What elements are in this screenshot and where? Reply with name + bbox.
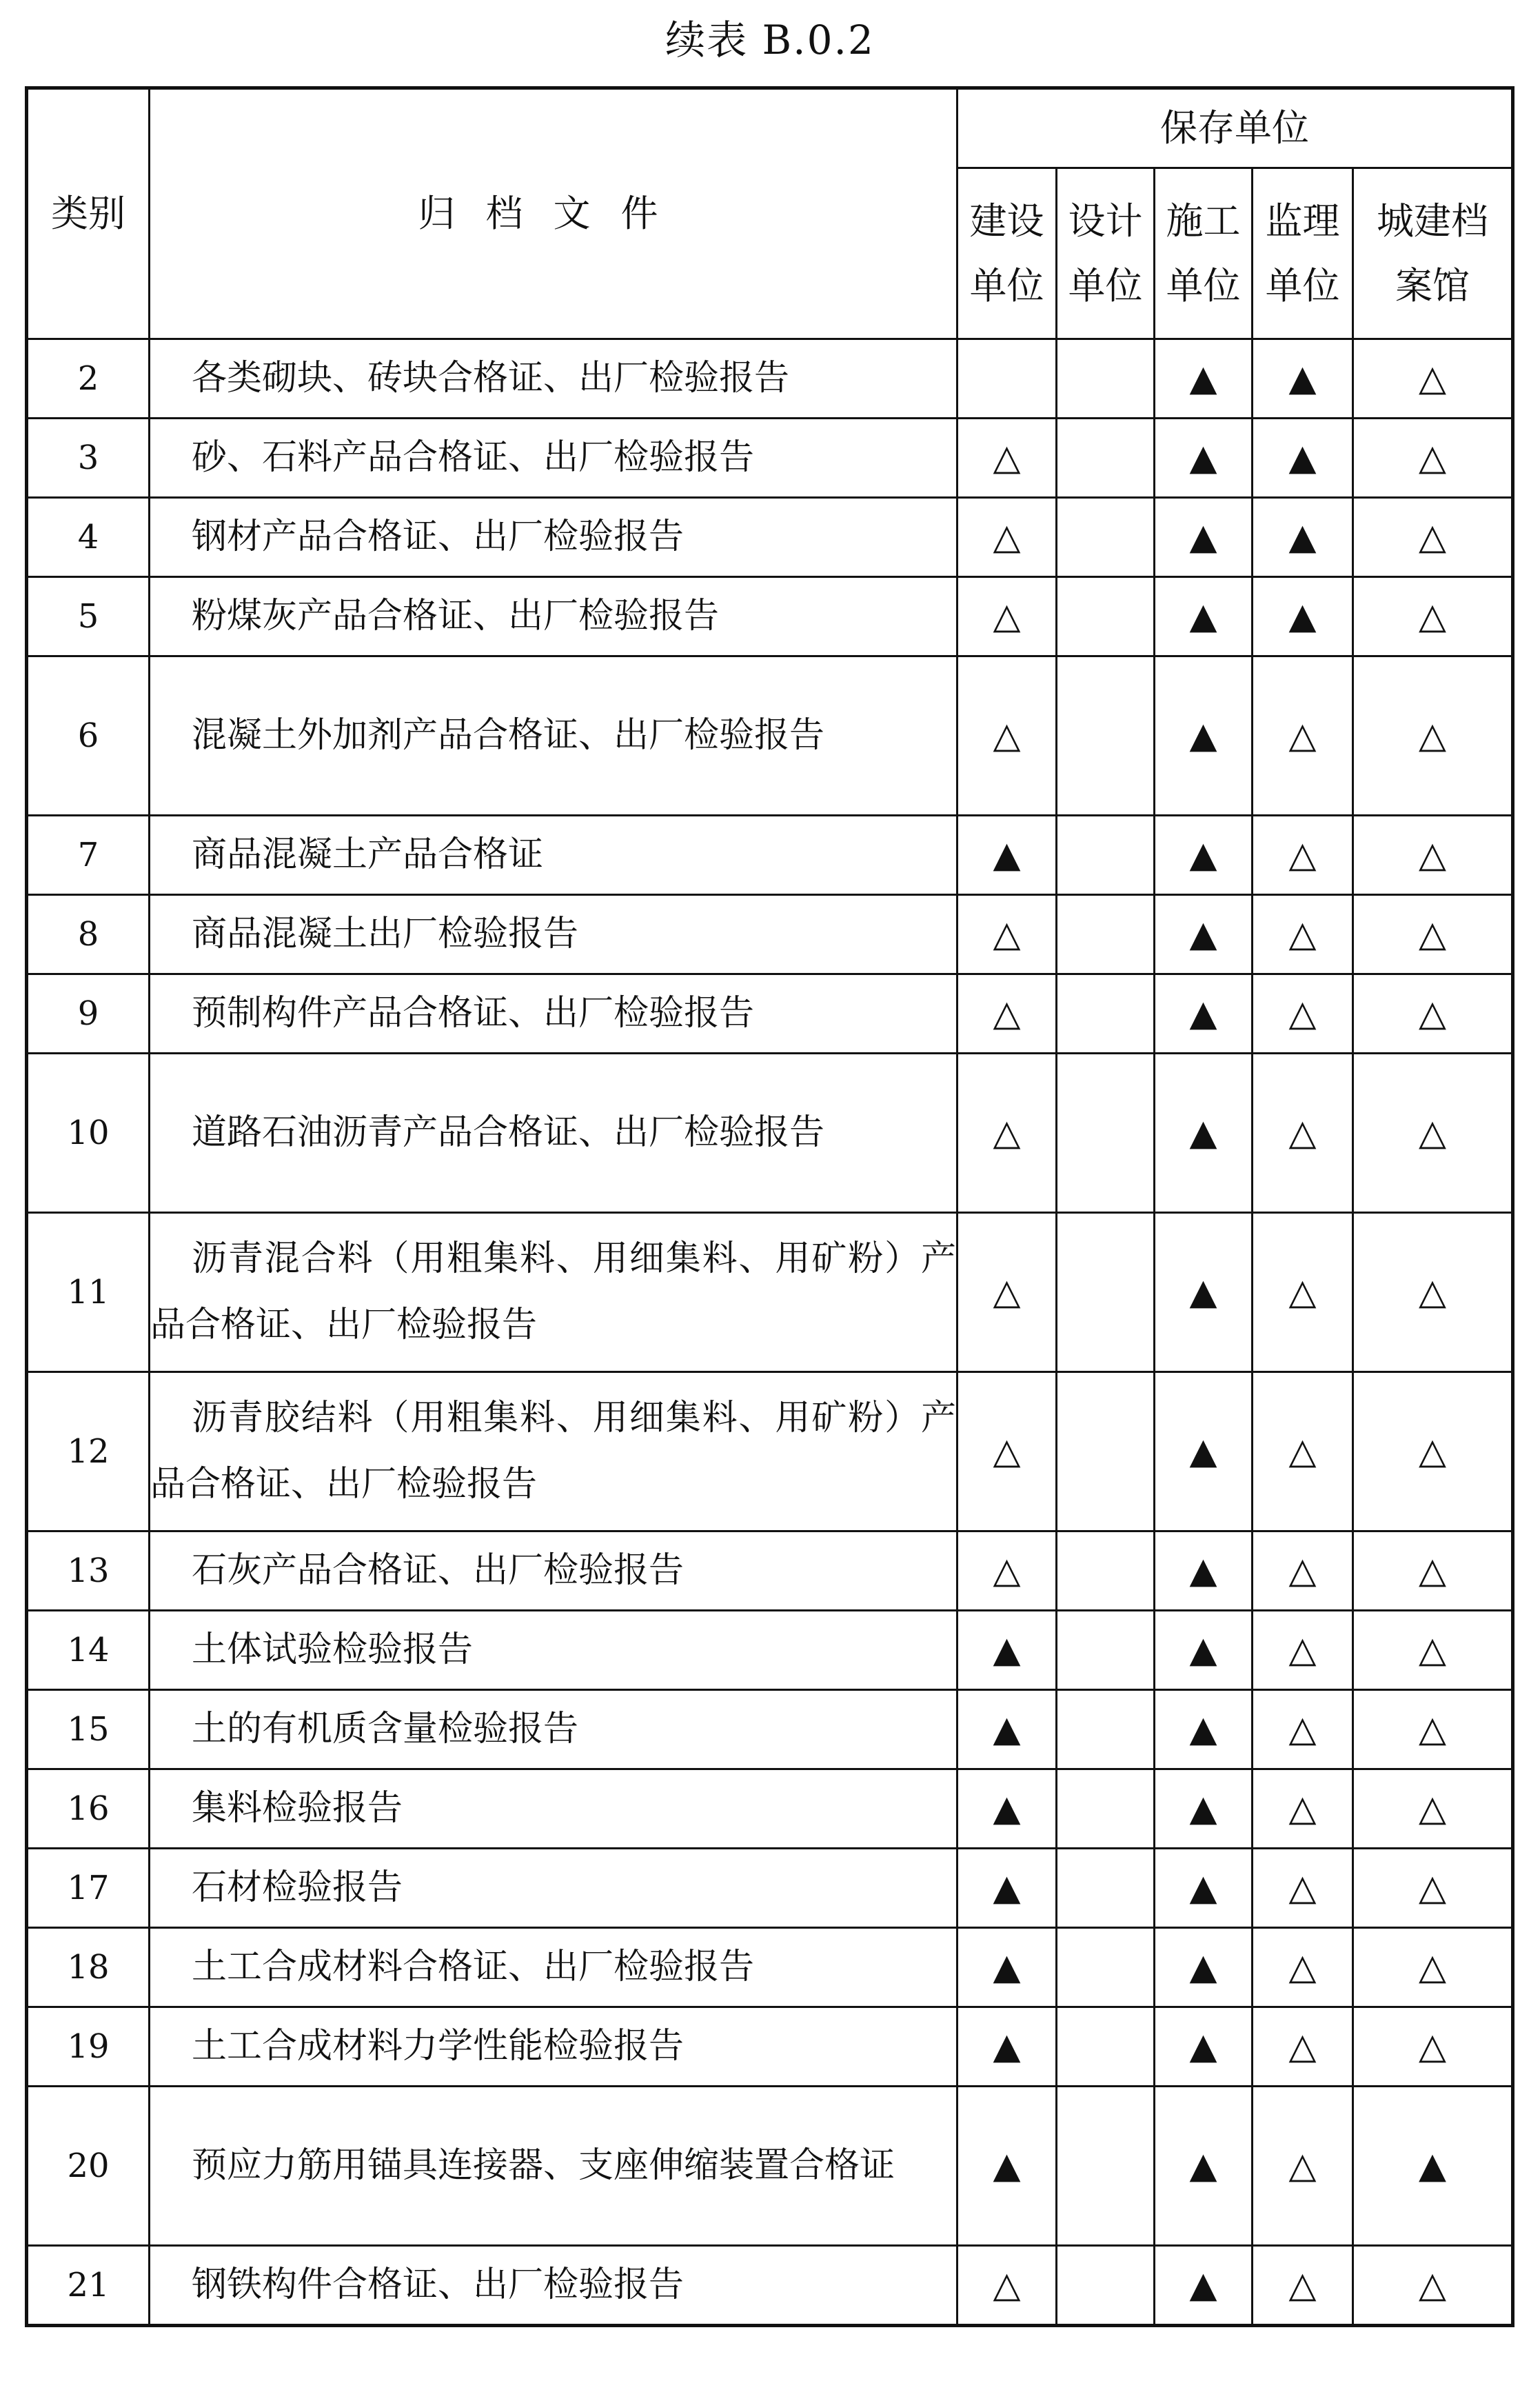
category-number: 4	[27, 498, 150, 577]
category-number: 14	[27, 1611, 150, 1690]
mark-design	[1057, 577, 1155, 656]
mark-supervisor: △	[1253, 1849, 1353, 1928]
mark-builder: ▲	[1155, 577, 1253, 656]
mark-design	[1057, 816, 1155, 895]
mark-design	[1057, 1928, 1155, 2007]
mark-design	[1057, 1213, 1155, 1372]
archive-file-cell	[150, 1769, 958, 1849]
mark-supervisor: △	[1253, 1213, 1353, 1372]
mark-archive: △	[1353, 816, 1513, 895]
category-number: 12	[27, 1372, 150, 1531]
mark-builder: ▲	[1155, 1372, 1253, 1531]
mark-archive: △	[1353, 2007, 1513, 2087]
category-header: 类别	[27, 88, 150, 339]
table-row	[27, 2007, 1513, 2087]
archive-file-cell	[150, 656, 958, 816]
archive-file-name: 土的有机质含量检验报告	[192, 1709, 579, 1749]
mark-design	[1057, 339, 1155, 419]
table-row	[27, 974, 1513, 1054]
mark-construction: ▲	[958, 1611, 1057, 1690]
archive-file-name: 土工合成材料力学性能检验报告	[192, 2026, 685, 2067]
archive-file-cell	[150, 1849, 958, 1928]
category-number: 17	[27, 1849, 150, 1928]
mark-design	[1057, 1611, 1155, 1690]
mark-archive: △	[1353, 2246, 1513, 2326]
mark-supervisor: ▲	[1253, 577, 1353, 656]
unit-header-archive	[1353, 168, 1513, 339]
mark-supervisor: ▲	[1253, 419, 1353, 498]
mark-supervisor: ▲	[1253, 498, 1353, 577]
mark-construction: △	[958, 498, 1057, 577]
archive-file-name: 商品混凝土产品合格证	[192, 834, 544, 875]
unit-header-builder	[1155, 168, 1253, 339]
unit-header-line: 单位	[1068, 263, 1143, 308]
category-number: 9	[27, 974, 150, 1054]
mark-archive: ▲	[1353, 2087, 1513, 2246]
mark-construction: △	[958, 974, 1057, 1054]
category-number: 15	[27, 1690, 150, 1769]
category-number: 19	[27, 2007, 150, 2087]
mark-design	[1057, 1372, 1155, 1531]
mark-archive: △	[1353, 656, 1513, 816]
category-number: 13	[27, 1531, 150, 1611]
mark-construction: ▲	[958, 1928, 1057, 2007]
unit-header-supervisor	[1253, 168, 1353, 339]
archive-file-name: 钢材产品合格证、出厂检验报告	[192, 516, 685, 557]
archive-file-cell	[150, 419, 958, 498]
category-number: 3	[27, 419, 150, 498]
mark-design	[1057, 2246, 1155, 2326]
mark-design	[1057, 2007, 1155, 2087]
mark-builder: ▲	[1155, 1849, 1253, 1928]
table-row	[27, 816, 1513, 895]
archive-file-name: 沥青胶结料（用粗集料、用细集料、用矿粉）产品合格证、出厂检验报告	[150, 1398, 956, 1505]
unit-header-line: 单位	[1166, 263, 1241, 308]
mark-supervisor: △	[1253, 2007, 1353, 2087]
mark-builder: ▲	[1155, 498, 1253, 577]
mark-design	[1057, 974, 1155, 1054]
mark-builder: ▲	[1155, 974, 1253, 1054]
mark-supervisor: △	[1253, 1769, 1353, 1849]
archive-file-cell	[150, 2087, 958, 2246]
table-row	[27, 419, 1513, 498]
mark-supervisor: △	[1253, 1372, 1353, 1531]
archive-file-name: 各类砌块、砖块合格证、出厂检验报告	[192, 358, 790, 399]
table-row	[27, 498, 1513, 577]
mark-supervisor: △	[1253, 1531, 1353, 1611]
mark-construction: ▲	[958, 2007, 1057, 2087]
mark-supervisor: △	[1253, 2246, 1353, 2326]
archive-file-name: 沥青混合料（用粗集料、用细集料、用矿粉）产品合格证、出厂检验报告	[150, 1238, 956, 1345]
mark-archive: △	[1353, 895, 1513, 974]
archive-file-name: 商品混凝土出厂检验报告	[192, 914, 579, 954]
table-row	[27, 1928, 1513, 2007]
mark-construction: △	[958, 2246, 1057, 2326]
table-row	[27, 656, 1513, 816]
mark-design	[1057, 2087, 1155, 2246]
mark-builder: ▲	[1155, 816, 1253, 895]
table-row	[27, 1213, 1513, 1372]
mark-archive: △	[1353, 1928, 1513, 2007]
mark-supervisor: △	[1253, 974, 1353, 1054]
mark-construction: △	[958, 1054, 1057, 1213]
table-row	[27, 1054, 1513, 1213]
mark-construction: △	[958, 1372, 1057, 1531]
mark-archive: △	[1353, 339, 1513, 419]
mark-design	[1057, 419, 1155, 498]
archive-file-name: 土体试验检验报告	[192, 1629, 474, 1670]
mark-design	[1057, 1531, 1155, 1611]
category-number: 18	[27, 1928, 150, 2007]
mark-design	[1057, 1690, 1155, 1769]
table-body	[27, 339, 1513, 2326]
archive-file-name: 砂、石料产品合格证、出厂检验报告	[192, 437, 755, 478]
unit-header-line: 案馆	[1395, 263, 1470, 308]
mark-builder: ▲	[1155, 2087, 1253, 2246]
mark-builder: ▲	[1155, 2246, 1253, 2326]
mark-construction: ▲	[958, 2087, 1057, 2246]
archive-file-name: 预制构件产品合格证、出厂检验报告	[192, 993, 755, 1034]
mark-construction: ▲	[958, 1849, 1057, 1928]
archive-file-cell	[150, 895, 958, 974]
mark-builder: ▲	[1155, 1611, 1253, 1690]
mark-design	[1057, 1769, 1155, 1849]
mark-archive: △	[1353, 1690, 1513, 1769]
unit-header-line: 单位	[969, 263, 1044, 308]
mark-archive: △	[1353, 1054, 1513, 1213]
table-row	[27, 2246, 1513, 2326]
table-row	[27, 2087, 1513, 2246]
mark-supervisor: △	[1253, 816, 1353, 895]
mark-supervisor: △	[1253, 1054, 1353, 1213]
category-number: 21	[27, 2246, 150, 2326]
mark-construction: △	[958, 895, 1057, 974]
files-header: 归档文件	[150, 88, 958, 339]
unit-header-design	[1057, 168, 1155, 339]
category-number: 2	[27, 339, 150, 419]
table-caption: 续表 B.0.2	[665, 17, 875, 63]
mark-builder: ▲	[1155, 1928, 1253, 2007]
archive-file-name: 石灰产品合格证、出厂检验报告	[192, 1550, 685, 1591]
table-header	[27, 88, 1513, 339]
table-row	[27, 1611, 1513, 1690]
mark-builder: ▲	[1155, 895, 1253, 974]
mark-construction	[958, 339, 1057, 419]
archive-file-cell	[150, 2246, 958, 2326]
mark-construction: ▲	[958, 1769, 1057, 1849]
category-number: 8	[27, 895, 150, 974]
category-number: 16	[27, 1769, 150, 1849]
unit-header-line: 设计	[1068, 199, 1143, 243]
mark-construction: ▲	[958, 1690, 1057, 1769]
archive-file-name: 石材检验报告	[192, 1867, 403, 1908]
archive-file-cell	[150, 2007, 958, 2087]
mark-construction: △	[958, 419, 1057, 498]
mark-supervisor: △	[1253, 1611, 1353, 1690]
unit-header-construction	[958, 168, 1057, 339]
mark-builder: ▲	[1155, 419, 1253, 498]
category-number: 11	[27, 1213, 150, 1372]
category-number: 7	[27, 816, 150, 895]
archive-file-cell	[150, 577, 958, 656]
mark-archive: △	[1353, 974, 1513, 1054]
unit-header-line: 施工	[1166, 199, 1241, 243]
table-row	[27, 339, 1513, 419]
mark-design	[1057, 1054, 1155, 1213]
archive-file-name: 集料检验报告	[192, 1788, 403, 1829]
mark-construction: ▲	[958, 816, 1057, 895]
mark-supervisor: △	[1253, 1928, 1353, 2007]
archive-file-cell	[150, 1372, 958, 1531]
archive-file-cell	[150, 1611, 958, 1690]
mark-construction: △	[958, 1213, 1057, 1372]
mark-builder: ▲	[1155, 2007, 1253, 2087]
archive-file-cell	[150, 816, 958, 895]
mark-builder: ▲	[1155, 1531, 1253, 1611]
mark-supervisor: △	[1253, 656, 1353, 816]
mark-archive: △	[1353, 1849, 1513, 1928]
mark-supervisor: △	[1253, 895, 1353, 974]
archive-file-cell	[150, 339, 958, 419]
archive-file-cell	[150, 1213, 958, 1372]
mark-archive: △	[1353, 1213, 1513, 1372]
archive-file-name: 道路石油沥青产品合格证、出厂检验报告	[192, 1112, 825, 1153]
mark-supervisor: △	[1253, 1690, 1353, 1769]
table-row	[27, 577, 1513, 656]
archive-file-name: 预应力筋用锚具连接器、支座伸缩装置合格证	[192, 2145, 895, 2186]
mark-archive: △	[1353, 498, 1513, 577]
archive-file-cell	[150, 1531, 958, 1611]
unit-header-line: 城建档	[1377, 199, 1488, 243]
mark-builder: ▲	[1155, 1054, 1253, 1213]
archive-table	[25, 86, 1514, 2327]
mark-supervisor: △	[1253, 2087, 1353, 2246]
mark-construction: △	[958, 1531, 1057, 1611]
mark-archive: △	[1353, 577, 1513, 656]
table-row	[27, 895, 1513, 974]
mark-design	[1057, 895, 1155, 974]
mark-archive: △	[1353, 1531, 1513, 1611]
mark-builder: ▲	[1155, 339, 1253, 419]
mark-archive: △	[1353, 1611, 1513, 1690]
mark-construction: △	[958, 577, 1057, 656]
mark-construction: △	[958, 656, 1057, 816]
category-number: 10	[27, 1054, 150, 1213]
category-number: 5	[27, 577, 150, 656]
archive-file-cell	[150, 974, 958, 1054]
unit-header-line: 单位	[1265, 263, 1340, 308]
mark-builder: ▲	[1155, 656, 1253, 816]
mark-builder: ▲	[1155, 1769, 1253, 1849]
table-row	[27, 1769, 1513, 1849]
table-row	[27, 1372, 1513, 1531]
archive-file-name: 土工合成材料合格证、出厂检验报告	[192, 1947, 755, 1987]
mark-supervisor: ▲	[1253, 339, 1353, 419]
mark-design	[1057, 656, 1155, 816]
mark-archive: △	[1353, 1769, 1513, 1849]
category-number: 6	[27, 656, 150, 816]
unit-header-line: 监理	[1265, 199, 1340, 243]
mark-builder: ▲	[1155, 1213, 1253, 1372]
archive-file-cell	[150, 1054, 958, 1213]
archive-file-name: 粉煤灰产品合格证、出厂检验报告	[192, 596, 720, 636]
mark-design	[1057, 1849, 1155, 1928]
storage-unit-header: 保存单位	[958, 88, 1513, 168]
archive-file-cell	[150, 498, 958, 577]
mark-archive: △	[1353, 1372, 1513, 1531]
archive-file-name: 钢铁构件合格证、出厂检验报告	[192, 2264, 685, 2305]
category-number: 20	[27, 2087, 150, 2246]
unit-header-line: 建设	[969, 199, 1044, 243]
mark-design	[1057, 498, 1155, 577]
table-row	[27, 1690, 1513, 1769]
archive-file-name: 混凝土外加剂产品合格证、出厂检验报告	[192, 715, 825, 756]
archive-file-cell	[150, 1690, 958, 1769]
mark-archive: △	[1353, 419, 1513, 498]
table-row	[27, 1849, 1513, 1928]
archive-file-cell	[150, 1928, 958, 2007]
mark-builder: ▲	[1155, 1690, 1253, 1769]
table-row	[27, 1531, 1513, 1611]
